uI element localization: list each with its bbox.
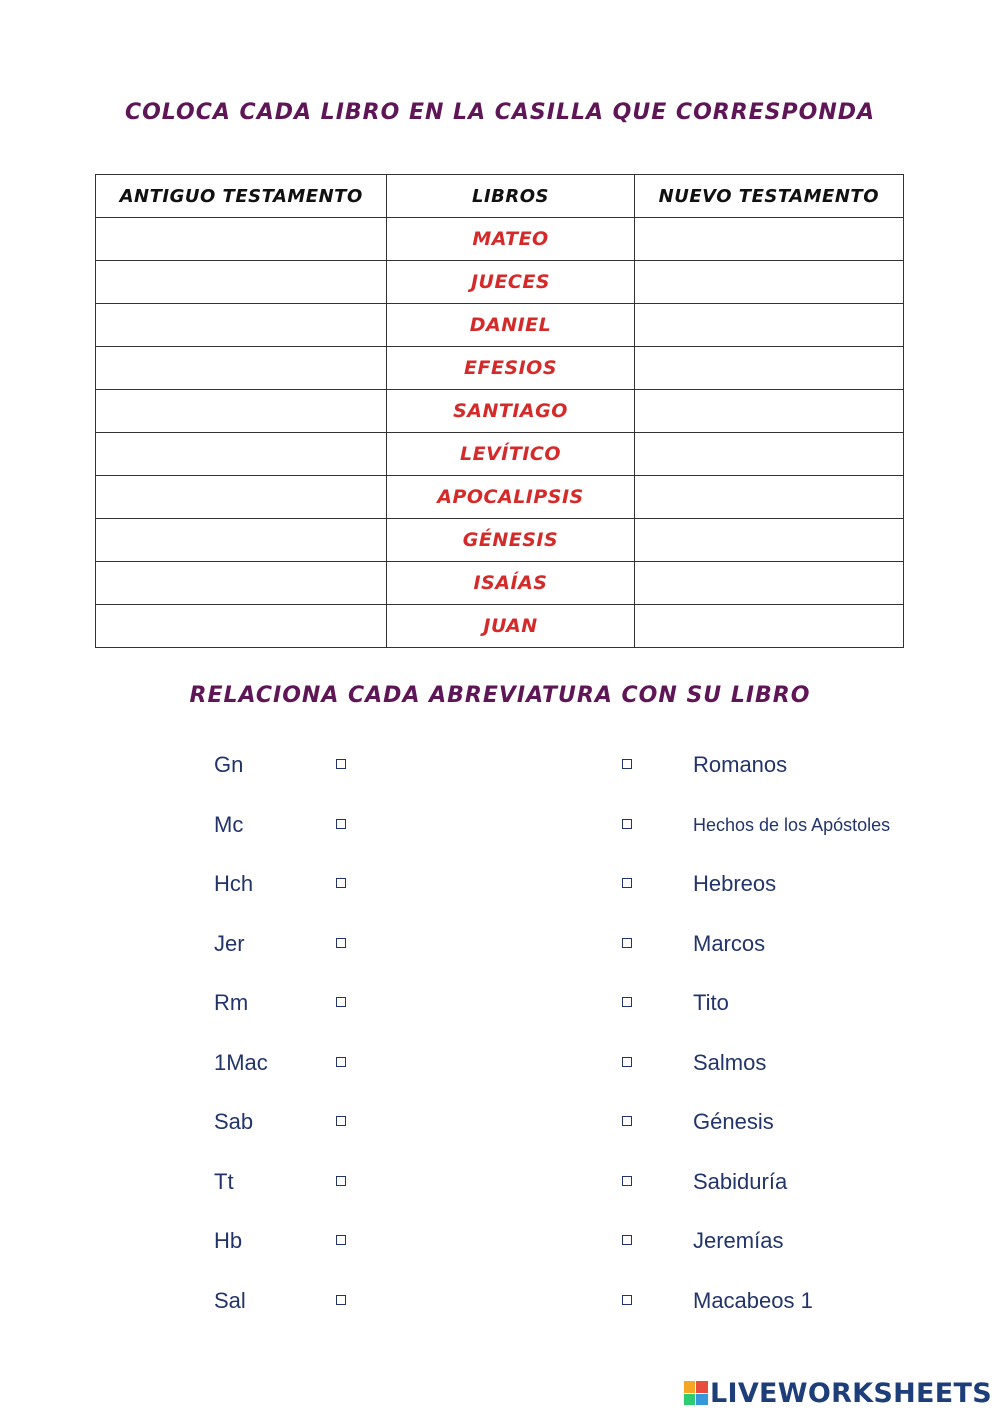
book-connector-checkbox[interactable] [622, 819, 632, 829]
match-row [0, 745, 1000, 785]
abbreviation-connector-checkbox[interactable] [336, 938, 346, 948]
match-row [0, 864, 1000, 904]
book-label[interactable]: EFESIOS [387, 347, 634, 390]
book-name-label: Sabiduría [693, 1168, 788, 1194]
abbreviation-connector-checkbox[interactable] [336, 1235, 346, 1245]
abbreviation-label: Hb [214, 1228, 243, 1253]
abbreviation-connector-checkbox[interactable] [336, 1176, 346, 1186]
book-name-label: Marcos [693, 930, 766, 956]
match-row [0, 1281, 1000, 1321]
table-row [96, 218, 904, 261]
header-libros: LIBROS [387, 175, 634, 218]
book-label[interactable]: APOCALIPSIS [387, 476, 634, 519]
table-row [96, 562, 904, 605]
book-name-label: Génesis [693, 1109, 774, 1134]
nuevo-testamento-drop-cell[interactable] [634, 476, 903, 519]
abbreviation-connector-checkbox[interactable] [336, 759, 346, 769]
match-row [0, 924, 1000, 964]
table-row [96, 390, 904, 433]
antiguo-testamento-drop-cell[interactable] [96, 261, 387, 304]
nuevo-testamento-drop-cell[interactable] [634, 562, 903, 605]
book-connector-checkbox[interactable] [622, 759, 632, 769]
match-row [0, 1221, 1000, 1261]
abbreviation-label: 1Mac [214, 1049, 268, 1075]
antiguo-testamento-drop-cell[interactable] [96, 605, 387, 648]
match-row [0, 983, 1000, 1023]
antiguo-testamento-drop-cell[interactable] [96, 519, 387, 562]
header-antiguo-testamento: ANTIGUO TESTAMENTO [96, 175, 387, 218]
antiguo-testamento-drop-cell[interactable] [96, 433, 387, 476]
logo-text: LIVEWORKSHEETS [709, 1377, 992, 1409]
abbreviation-connector-checkbox[interactable] [336, 997, 346, 1007]
nuevo-testamento-drop-cell[interactable] [634, 304, 903, 347]
table-row [96, 347, 904, 390]
nuevo-testamento-drop-cell[interactable] [634, 605, 903, 648]
book-name-label: Hebreos [693, 871, 777, 896]
book-connector-checkbox[interactable] [622, 997, 632, 1007]
abbreviation-connector-checkbox[interactable] [336, 1057, 346, 1067]
match-row [0, 805, 1000, 845]
nuevo-testamento-drop-cell[interactable] [634, 433, 903, 476]
antiguo-testamento-drop-cell[interactable] [96, 562, 387, 605]
antiguo-testamento-drop-cell[interactable] [96, 390, 387, 433]
antiguo-testamento-drop-cell[interactable] [96, 476, 387, 519]
abbreviation-label: Rm [214, 990, 249, 1015]
book-name-label: Tito [693, 990, 729, 1015]
abbreviation-label: Gn [214, 752, 244, 777]
abbreviation-connector-checkbox[interactable] [336, 1295, 346, 1305]
antiguo-testamento-drop-cell[interactable] [96, 218, 387, 261]
nuevo-testamento-drop-cell[interactable] [634, 347, 903, 390]
book-connector-checkbox[interactable] [622, 1057, 632, 1067]
table-row [96, 261, 904, 304]
nuevo-testamento-drop-cell[interactable] [634, 261, 903, 304]
book-label[interactable]: SANTIAGO [387, 390, 634, 433]
table-row [96, 605, 904, 648]
book-connector-checkbox[interactable] [622, 1235, 632, 1245]
abbreviation-connector-checkbox[interactable] [336, 878, 346, 888]
book-label[interactable]: JUECES [387, 261, 634, 304]
nuevo-testamento-drop-cell[interactable] [634, 519, 903, 562]
abbreviation-label: Mc [214, 811, 244, 837]
book-label[interactable]: DANIEL [387, 304, 634, 347]
abbreviation-label: Tt [214, 1168, 234, 1194]
abbreviation-label: Sal [214, 1287, 246, 1313]
header-nuevo-testamento: NUEVO TESTAMENTO [634, 175, 903, 218]
match-row [0, 1102, 1000, 1142]
match-row [0, 1043, 1000, 1083]
section-title-matching: RELACIONA CADA ABREVIATURA CON SU LIBRO [189, 683, 811, 708]
book-name-label: Romanos [693, 752, 788, 777]
book-name-label: Macabeos 1 [693, 1287, 813, 1313]
match-row [0, 1162, 1000, 1202]
book-label[interactable]: JUAN [387, 605, 634, 648]
table-row [96, 519, 904, 562]
abbreviation-label: Hch [214, 871, 254, 896]
book-label[interactable]: LEVÍTICO [387, 433, 634, 476]
table-row [96, 433, 904, 476]
table-row [96, 304, 904, 347]
nuevo-testamento-drop-cell[interactable] [634, 390, 903, 433]
book-connector-checkbox[interactable] [622, 1116, 632, 1126]
table-header-row [96, 175, 904, 218]
abbreviation-label: Jer [214, 930, 245, 956]
abbreviation-connector-checkbox[interactable] [336, 819, 346, 829]
logo-mark-icon [684, 1381, 708, 1405]
page-title: COLOCA CADA LIBRO EN LA CASILLA QUE CORRESPONDA [124, 100, 876, 125]
book-connector-checkbox[interactable] [622, 938, 632, 948]
book-name-label: Salmos [693, 1049, 767, 1075]
book-connector-checkbox[interactable] [622, 1295, 632, 1305]
book-label[interactable]: GÉNESIS [387, 519, 634, 562]
abbreviation-connector-checkbox[interactable] [336, 1116, 346, 1126]
books-table [95, 174, 904, 648]
book-label[interactable]: MATEO [387, 218, 634, 261]
liveworksheets-logo [684, 1376, 992, 1410]
book-name-label: Jeremías [693, 1228, 784, 1253]
book-label[interactable]: ISAÍAS [387, 562, 634, 605]
book-connector-checkbox[interactable] [622, 1176, 632, 1186]
abbreviation-label: Sab [214, 1109, 254, 1134]
antiguo-testamento-drop-cell[interactable] [96, 347, 387, 390]
table-row [96, 476, 904, 519]
antiguo-testamento-drop-cell[interactable] [96, 304, 387, 347]
nuevo-testamento-drop-cell[interactable] [634, 218, 903, 261]
book-name-label: Hechos de los Apóstoles [693, 814, 891, 835]
book-connector-checkbox[interactable] [622, 878, 632, 888]
